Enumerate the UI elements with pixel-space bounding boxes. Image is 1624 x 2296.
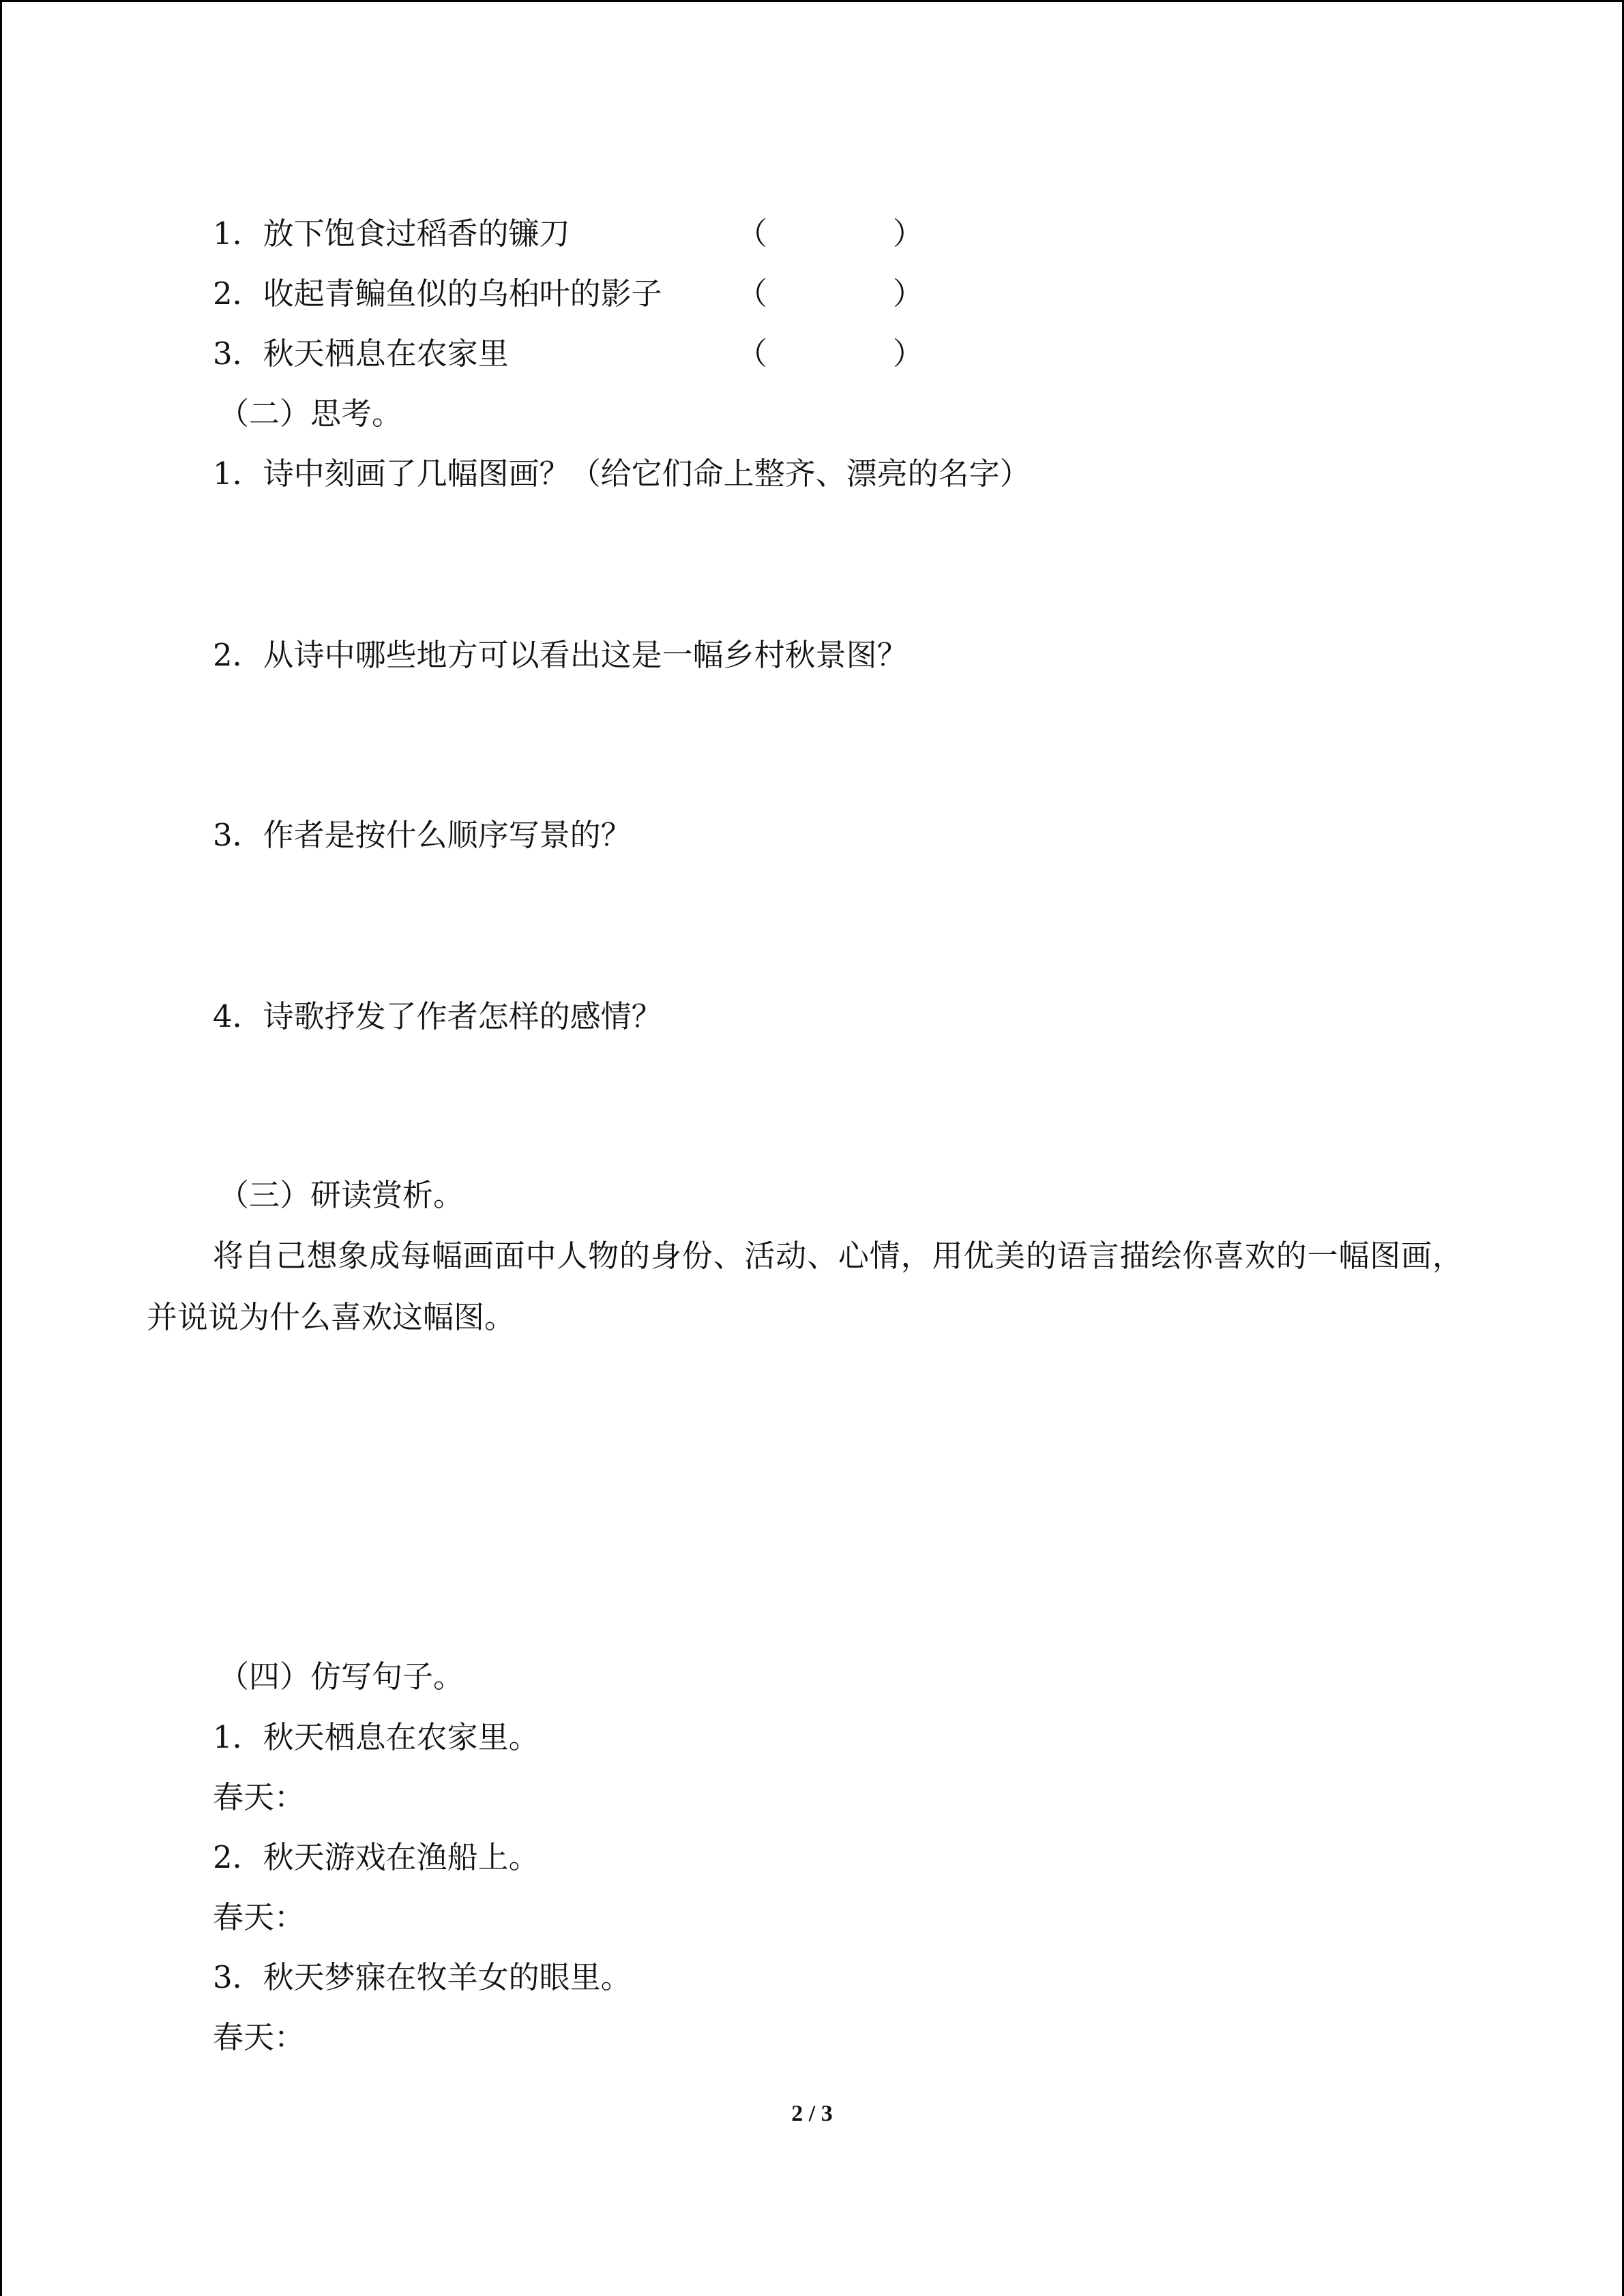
question-4: 4．诗歌抒发了作者怎样的感情？ xyxy=(213,998,662,1034)
answer-prompt-3: 春天： xyxy=(213,2019,306,2055)
appreciation-paragraph: 将自己想象成每幅画面中人物的身份、活动、心情，用优美的语言描绘你喜欢的一幅图画，并说说为什么喜欢这幅图。 xyxy=(147,1238,1463,1335)
match-item-1: 1．放下饱食过稻香的镰刀 xyxy=(213,215,570,252)
open-paren: （ xyxy=(737,215,768,252)
model-sentence-1: 1．秋天栖息在农家里。 xyxy=(213,1719,540,1755)
open-paren: （ xyxy=(737,275,768,312)
open-paren: （ xyxy=(737,336,768,372)
question-3: 3．作者是按什么顺序写景的？ xyxy=(213,817,632,853)
question-2: 2．从诗中哪些地方可以看出这是一幅乡村秋景图？ xyxy=(213,637,908,673)
page-number: 2 / 3 xyxy=(791,2101,833,2126)
section-heading-imitation: （四）仿写句子。 xyxy=(218,1658,464,1695)
answer-blank-2[interactable] xyxy=(737,275,924,313)
model-sentence-3: 3．秋天梦寐在牧羊女的眼里。 xyxy=(213,1959,632,1995)
question-1: 1．诗中刻画了几幅图画？（给它们命上整齐、漂亮的名字） xyxy=(213,456,1031,492)
close-paren: ） xyxy=(893,275,924,312)
model-sentence-2: 2．秋天游戏在渔船上。 xyxy=(213,1839,540,1875)
close-paren: ） xyxy=(893,336,924,372)
match-item-2: 2．收起青鳊鱼似的乌桕叶的影子 xyxy=(213,275,662,312)
answer-prompt-1: 春天： xyxy=(213,1779,306,1815)
answer-blank-1[interactable] xyxy=(737,215,924,253)
answer-prompt-2: 春天： xyxy=(213,1899,306,1935)
match-item-3: 3．秋天栖息在农家里 xyxy=(213,336,509,372)
close-paren: ） xyxy=(893,215,924,252)
section-heading-think: （二）思考。 xyxy=(218,396,403,432)
answer-blank-3[interactable] xyxy=(737,335,924,373)
section-heading-appreciation: （三）研读赏析。 xyxy=(218,1177,464,1213)
